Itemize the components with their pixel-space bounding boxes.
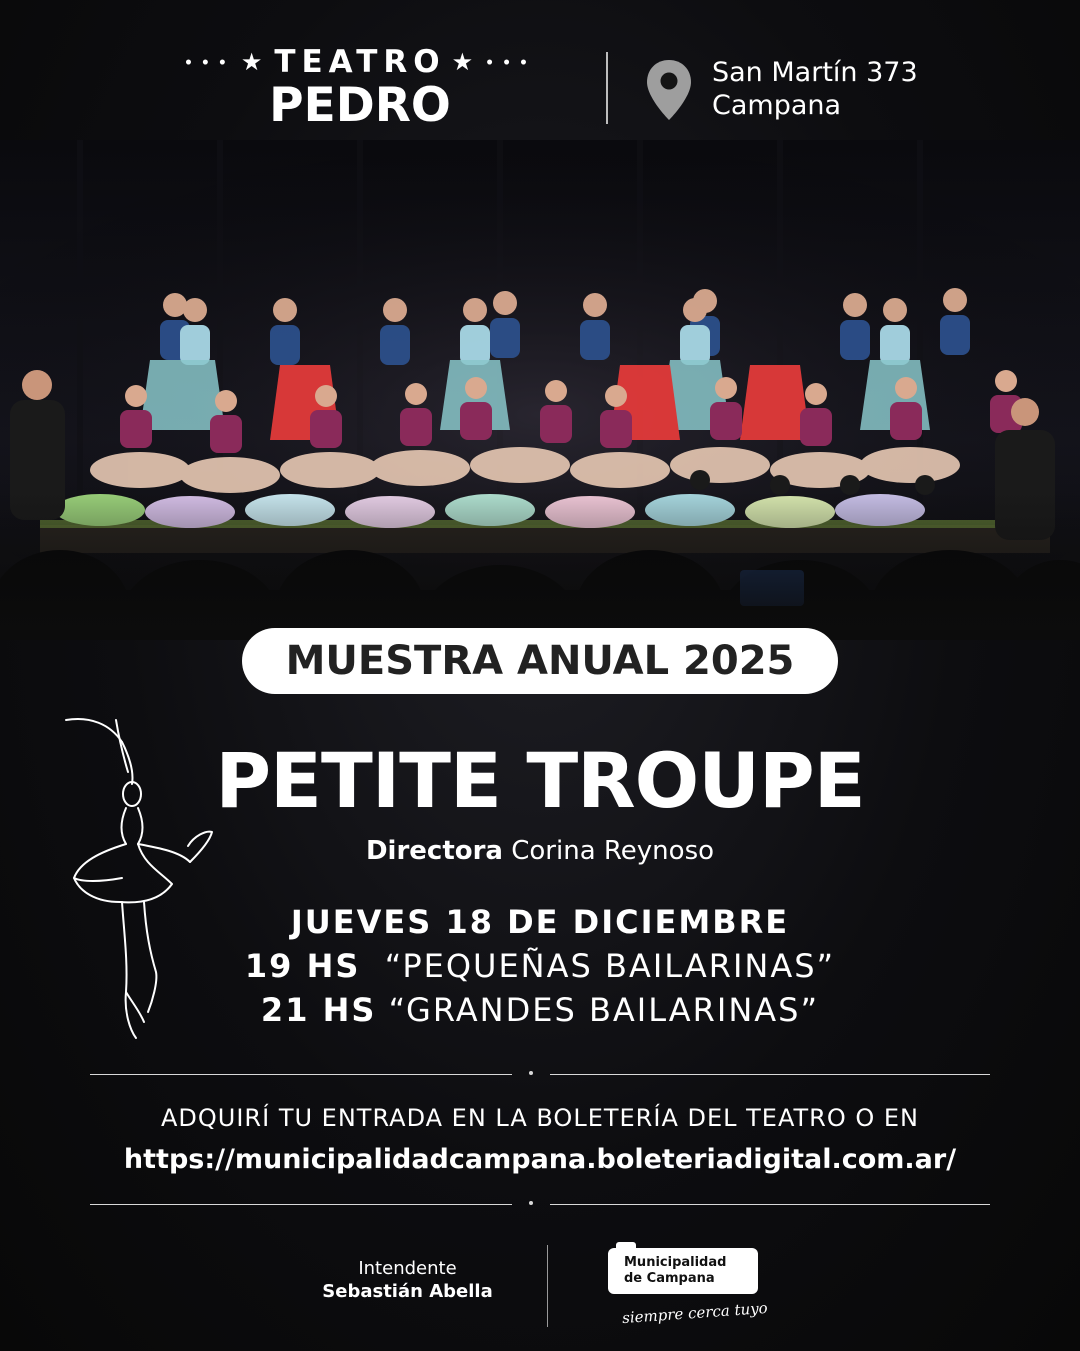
separator-top xyxy=(90,1070,990,1080)
director-line xyxy=(240,836,840,866)
theatre-address xyxy=(712,56,918,122)
ticket-url-link[interactable]: https://municipalidadcampana.boleteriadigital.com.ar/ xyxy=(123,1144,957,1175)
event-date: JUEVES 18 DE DICIEMBRE xyxy=(290,903,790,941)
stage-photo xyxy=(0,140,1080,640)
address-street: San Martín 373 xyxy=(712,57,918,88)
header-divider xyxy=(606,52,608,124)
theatre-logo-top: ••• ★ TEATRO ★ ••• xyxy=(183,44,537,80)
theatre-logo-name: PEDRO xyxy=(269,78,451,133)
muni-line-1: Municipalidad xyxy=(624,1255,727,1270)
municipal-slogan: siempre cerca tuyo xyxy=(621,1298,769,1328)
municipalidad-logo xyxy=(608,1248,758,1294)
intendente-label: Intendente xyxy=(358,1258,457,1279)
show-1-name: “PEQUEÑAS BAILARINAS” xyxy=(384,947,836,985)
schedule xyxy=(160,900,920,1032)
show-2 xyxy=(160,988,920,1032)
location-pin-icon xyxy=(645,58,693,122)
logo-small-text: TEATRO xyxy=(274,44,446,80)
address-city: Campana xyxy=(712,90,842,121)
show-1 xyxy=(160,944,920,988)
header xyxy=(0,40,1080,140)
event-title: PETITE TROUPE xyxy=(215,736,865,825)
show-2-name: “GRANDES BAILARINAS” xyxy=(388,991,820,1029)
ticket-info: ADQUIRÍ TU ENTRADA EN LA BOLETERÍA DEL TEATRO O EN xyxy=(161,1104,919,1132)
show-2-time: 21 HS xyxy=(260,991,377,1029)
footer-divider xyxy=(547,1245,548,1327)
separator-bottom xyxy=(90,1200,990,1210)
intendente-credit xyxy=(300,1258,515,1304)
director-name: Corina Reynoso xyxy=(511,836,715,866)
muni-line-2: de Campana xyxy=(624,1271,715,1286)
intendente-name: Sebastián Abella xyxy=(322,1281,493,1302)
show-1-time: 19 HS xyxy=(244,947,361,985)
event-badge: MUESTRA ANUAL 2025 xyxy=(242,628,838,694)
director-label: Directora xyxy=(365,836,503,866)
